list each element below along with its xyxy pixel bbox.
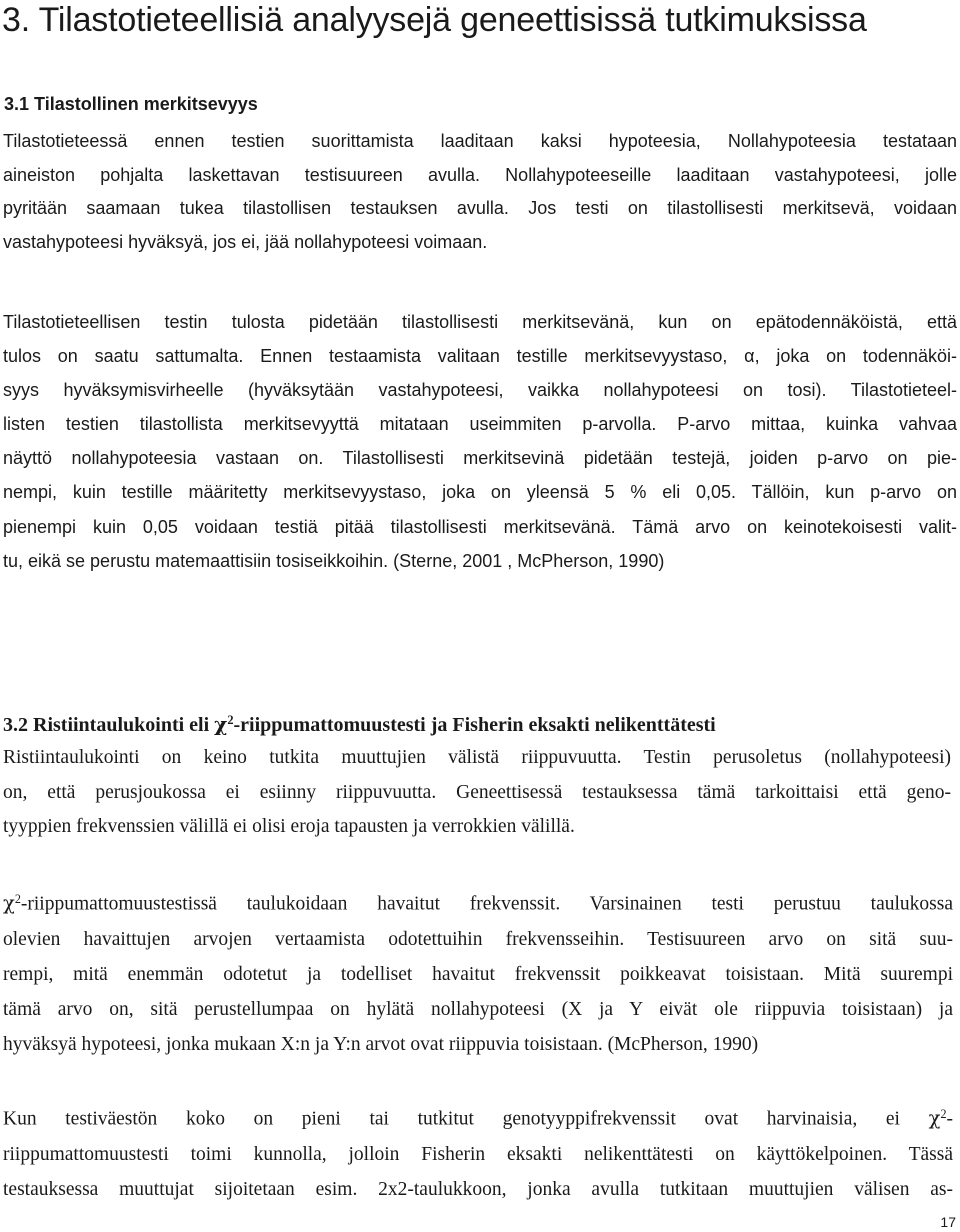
section-title-suffix: -riippumattomuustesti ja Fisherin eksakti nelikenttätesti xyxy=(233,713,716,736)
chapter-title: 3. Tilastotieteellisiä analyysejä geneettisissä tutkimuksissa xyxy=(2,1,867,39)
text-line: pienempi kuin 0,05 voidaan testiä pitää tilastollisesti merkitsevänä. Tämä arvo on keinotekoisesti valit- xyxy=(3,516,957,537)
text-line: Tilastotieteessä ennen testien suorittamista laaditaan kaksi hypoteesia, Nollahypoteesia testataan xyxy=(3,131,957,151)
section-title-3-2 xyxy=(3,707,716,738)
text-line: Tilastotieteellisen testin tulosta pidetään tilastollisesti merkitsevänä, kun on epätodennäköistä, että xyxy=(3,312,957,332)
text-line: riippumattomuustesti toimi kunnolla, jolloin Fisherin eksakti nelikenttätesti on käyttökelpoinen. Tässä xyxy=(3,1143,953,1165)
chi-symbol: χ xyxy=(928,1106,941,1130)
chi-exponent: 2 xyxy=(227,713,234,727)
text-line: hyväksyä hypoteesi, jonka mukaan X:n ja Y:n arvot ovat riippuvia toisistaan. (McPherson, 1990) xyxy=(3,1033,759,1055)
text-fragment: -riippumattomuustestissä taulukoidaan havaitut frekvenssit. Varsinainen testi perustuu taulukossa xyxy=(20,893,953,915)
chi-exponent: 2 xyxy=(14,892,21,906)
section-title-3-1: 3.1 Tilastollinen merkitsevyys xyxy=(4,94,258,114)
text-line: tulos on saatu sattumalta. Ennen testaamista valitaan testille merkitsevyystaso, α, joka on todennäköi- xyxy=(3,346,957,367)
paragraph-chi-square-test xyxy=(3,882,953,1062)
page-number: 17 xyxy=(940,1214,956,1230)
paragraph-fisher-exact-test xyxy=(3,1097,953,1207)
section-title-prefix: 3.2 Ristiintaulukointi eli xyxy=(3,713,215,736)
chi-symbol: χ xyxy=(3,891,15,915)
text-fragment: Kun testiväestön koko on pieni tai tutkitut genotyyppifrekvenssit ovat harvinaisia, ei xyxy=(3,1108,900,1130)
text-line: syys hyväksymisvirheelle (hyväksytään vastahypoteesi, vaikka nollahypoteesi on tosi). Tilastotieteel- xyxy=(3,380,957,401)
text-line: nempi, kuin testille määritetty merkitsevyystaso, joka on yleensä 5 % eli 0,05. Tällöin, kun p-arvo on xyxy=(3,482,957,503)
text-line xyxy=(3,882,953,922)
text-line xyxy=(3,1097,953,1137)
paragraph-significance xyxy=(3,305,957,578)
text-line: on, että perusjoukossa ei esiinny riippuvuutta. Geneettisessä testauksessa tämä tarkoittaisi että geno- xyxy=(3,781,951,803)
text-line: tyyppien frekvenssien välillä ei olisi eroja tapausten ja verrokkien välillä. xyxy=(3,816,575,837)
text-line: tu, eikä se perustu matemaattisiin tosiseikkoihin. (Sterne, 2001 , McPherson, 1990) xyxy=(3,550,665,571)
text-line: listen testien tilastollista merkitsevyyttä mitataan useimmiten p-arvolla. P-arvo mittaa, kuinka vahvaa xyxy=(3,414,957,435)
paragraph-hypotheses xyxy=(3,125,957,259)
text-line: olevien havaittujen arvojen vertaamista odotettuihin frekvensseihin. Testisuureen arvo on sitä suu- xyxy=(3,928,953,950)
text-line: rempi, mitä enemmän odotetut ja todelliset havaitut frekvenssit poikkeavat toisistaan. Mitä suurempi xyxy=(3,963,953,985)
text-line: näyttö nollahypoteesia vastaan on. Tilastollisesti merkitsevinä pidetään testejä, joiden p-arvo on pie- xyxy=(3,448,957,469)
text-line: testauksessa muuttujat sijoitetaan esim. 2x2-taulukkoon, jonka avulla tutkitaan muuttujien välisen as- xyxy=(3,1178,953,1200)
chi-exponent: 2 xyxy=(940,1107,947,1121)
text-line: aineiston pohjalta laskettavan testisuureen avulla. Nollahypoteeseille laaditaan vastahypoteesi, jolle xyxy=(3,164,957,185)
text-line: vastahypoteesi hyväksyä, jos ei, jää nollahypoteesi voimaan. xyxy=(3,231,488,252)
text-line: tämä arvo on, sitä perustellumpaa on hylätä nollahypoteesi (X ja Y eivät ole riippuvia toisistaan) ja xyxy=(3,998,953,1020)
text-line: pyritään saamaan tukea tilastollisen testauksen avulla. Jos testi on tilastollisesti merkitsevä, voidaan xyxy=(3,198,957,218)
chi-symbol: χ xyxy=(214,711,228,736)
paragraph-cross-tabulation xyxy=(3,741,951,845)
text-fragment: - xyxy=(946,1108,954,1130)
text-line: Ristiintaulukointi on keino tutkita muuttujien välistä riippuvuutta. Testin perusoletus (nollahypoteesi) xyxy=(3,747,951,768)
